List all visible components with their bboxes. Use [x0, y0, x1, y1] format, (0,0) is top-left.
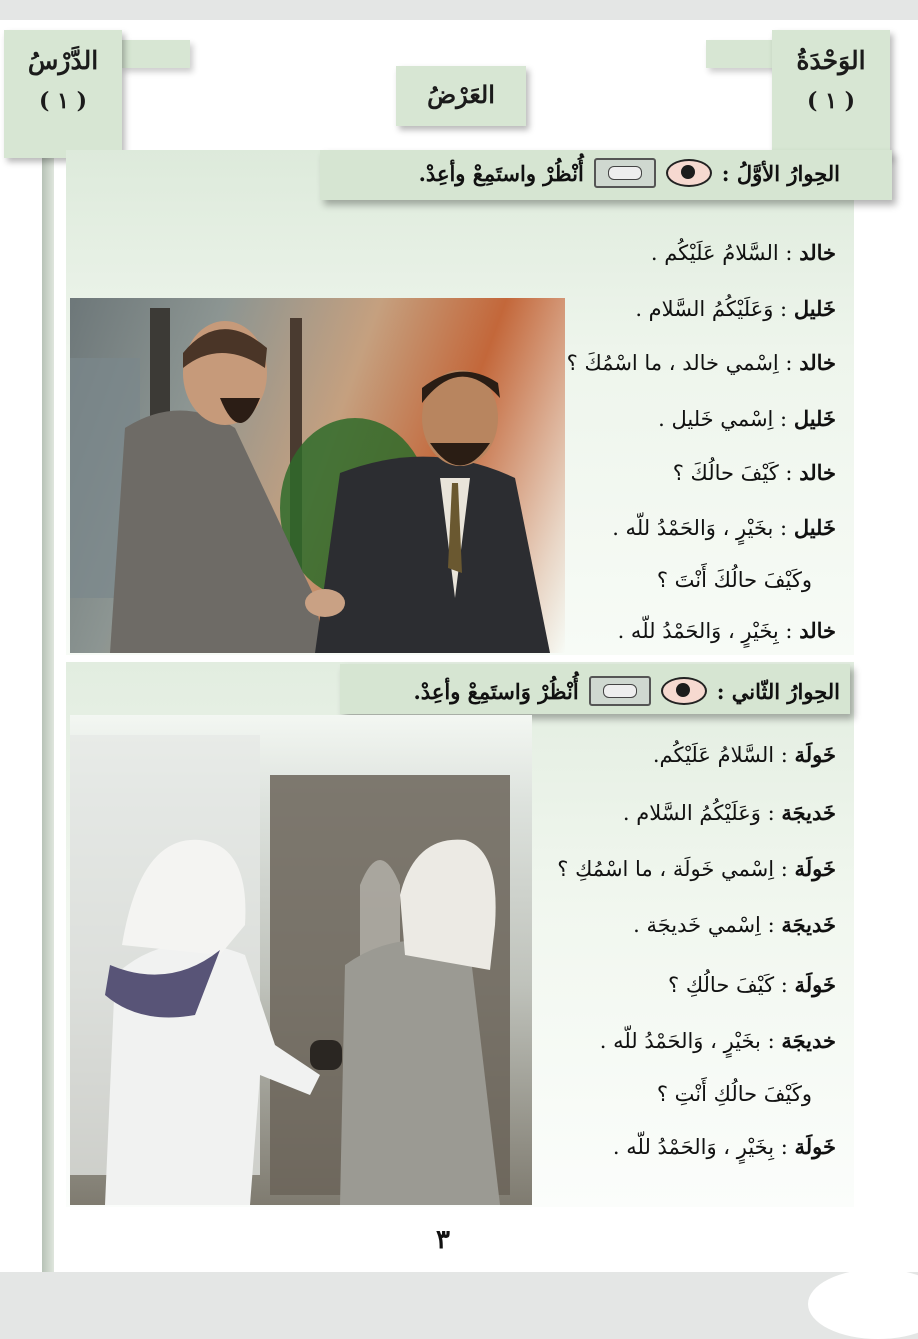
corner-shape	[808, 1269, 918, 1339]
line-text: : وَعَلَيْكُمُ السَّلام .	[635, 297, 794, 321]
line-text: : بِخَيْرٍ ، وَالحَمْدُ للّه .	[612, 1135, 795, 1159]
speaker-name: خديجَة	[781, 1028, 836, 1053]
line-text: : بخَيْرٍ ، وَالحَمْدُ للّه .	[599, 1029, 782, 1053]
line-text: وكَيْفَ حالُكِ أَنْتِ ؟	[656, 1082, 812, 1106]
line-text: : اِسْمي خَولَة ، ما اسْمُكِ ؟	[557, 857, 795, 881]
speaker-name: خَديجَة	[781, 912, 836, 937]
dialogue-line	[600, 1028, 836, 1053]
line-text: : اِسْمي خَليل .	[658, 407, 794, 431]
dialogue-1-instruction: أُنْظُرْ واستَمِعْ وأعِدْ.	[418, 160, 584, 186]
line-text: : بخَيْرٍ ، وَالحَمْدُ للّه .	[612, 516, 794, 540]
dialogue-line	[673, 460, 836, 485]
line-text: : السَّلامُ عَلَيْكُم.	[652, 743, 795, 767]
eye-icon	[661, 677, 707, 705]
speaker-name: خَديجَة	[781, 800, 836, 825]
line-text: : وَعَلَيْكُمُ السَّلام .	[622, 801, 782, 825]
handshake-men-photo	[70, 298, 565, 653]
dialogue-line	[612, 515, 836, 540]
line-text: : اِسْمي خالد ، ما اسْمُكَ ؟	[566, 351, 800, 375]
dialogue-line	[635, 296, 836, 321]
handshake-women-photo	[70, 715, 532, 1205]
cassette-icon	[589, 676, 651, 706]
dialogue-line	[557, 856, 836, 881]
dialogue-line	[618, 618, 836, 643]
speaker-name: خالد	[799, 618, 836, 643]
dialogue-line	[633, 912, 836, 937]
unit-tab	[772, 30, 890, 158]
speaker-name: خَولَة	[794, 1134, 836, 1159]
section-title: العَرْضُ	[427, 80, 495, 109]
line-text: : اِسْمي خَديجَة .	[633, 913, 782, 937]
dialogue-line	[651, 240, 836, 265]
dialogue-line	[657, 568, 812, 592]
dialogue-1-title: الحِوارُ الأوَّلُ :	[721, 160, 840, 186]
dialogue-2-instruction: أُنْظُرْ وَاستَمِعْ وأعِدْ.	[413, 678, 579, 704]
dialogue-line	[623, 800, 836, 825]
speaker-name: خالد	[799, 460, 836, 485]
unit-label: الوَحْدَةُ	[796, 46, 866, 75]
lesson-tab-notch	[120, 40, 190, 68]
page-number: ٣	[436, 1225, 450, 1255]
lesson-label: الدَّرْسُ	[27, 46, 99, 75]
dialogue-line	[657, 1082, 812, 1106]
dialogue-line	[658, 406, 836, 431]
lesson-tab	[4, 30, 122, 158]
speaker-name: خَليل	[793, 406, 836, 431]
speaker-name: خَولَة	[794, 856, 836, 881]
dialogue-1-heading	[419, 158, 840, 188]
speaker-name: خالد	[799, 350, 836, 375]
dialogue-line	[653, 742, 836, 767]
eye-icon	[666, 159, 712, 187]
lesson-number: ( ١ )	[39, 88, 87, 114]
speaker-name: خَولَة	[794, 972, 836, 997]
handshake-men-illustration	[70, 298, 565, 653]
speaker-name: خَليل	[793, 296, 836, 321]
speaker-name: خَليل	[793, 515, 836, 540]
speaker-name: خَولَة	[794, 742, 836, 767]
dialogue-line	[668, 972, 836, 997]
dialogue-line	[567, 350, 836, 375]
line-text: : كَيْفَ حالُكِ ؟	[668, 973, 795, 997]
line-text: وكَيْفَ حالُكَ أَنْتَ ؟	[656, 568, 812, 592]
handshake-women-illustration	[70, 715, 532, 1205]
left-margin-rule	[42, 100, 54, 1272]
dialogue-2-heading	[414, 676, 841, 706]
speaker-name: خالد	[799, 240, 836, 265]
line-text: : السَّلامُ عَلَيْكُم .	[650, 241, 800, 265]
dialogue-2-title: الحِوارُ الثّاني :	[716, 678, 840, 704]
section-title-tab	[396, 66, 526, 126]
dialogue-line	[613, 1134, 836, 1159]
unit-number: ( ١ )	[807, 88, 855, 114]
cassette-icon	[594, 158, 656, 188]
line-text: : كَيْفَ حالُكَ ؟	[672, 461, 800, 485]
unit-tab-notch	[706, 40, 776, 68]
line-text: : بِخَيْرٍ ، وَالحَمْدُ للّه .	[617, 619, 800, 643]
